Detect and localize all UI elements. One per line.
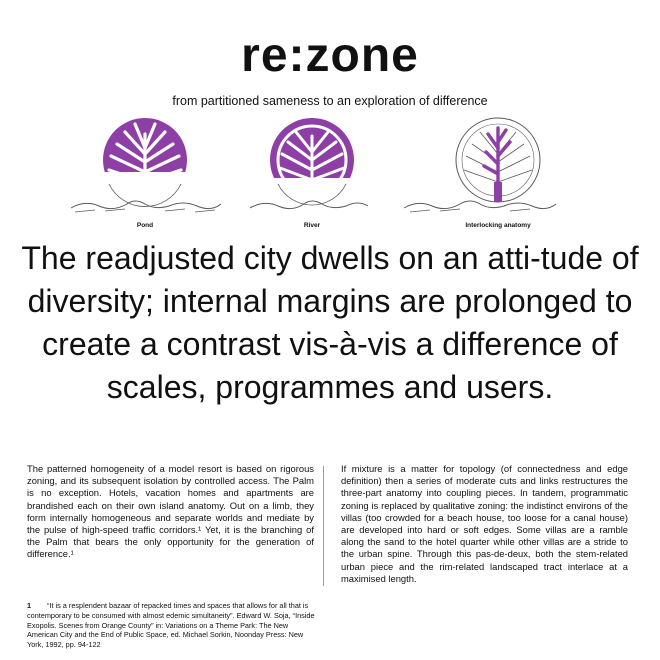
figure-caption: Pond: [136, 222, 154, 229]
page-title: re:zone: [241, 29, 419, 82]
figure-pond: [65, 112, 225, 232]
palm-island-plan-interlocking-icon: [398, 112, 558, 222]
figure-caption: Interlocking anatomy: [465, 222, 531, 229]
palm-island-plan-river-icon: [250, 112, 410, 222]
figure-river: [250, 112, 410, 232]
figure-interlocking-anatomy: [398, 112, 558, 232]
footnote-number: 1: [27, 601, 32, 610]
page-subtitle: from partitioned sameness to an exploration of difference: [172, 94, 488, 108]
body-text-left: The patterned homogeneity of a model resort is based on rigorous zoning, and its subsequent isolation by controlled access. The Palm is no exception. Hotels, vacation homes and apartments are brandished each on their own island anatomy. Out on a limb, they form internally homogeneous and separate worlds and mediate by the pulse of high-speed traffic corridors.¹ Yet, it is the branching of the Palm that bears the only opportunity for the generation of difference.¹: [27, 463, 314, 560]
palm-island-plan-pond-icon: [65, 112, 225, 222]
footnote-text: “It is a resplendent bazaar of repacked times and spaces that allows for all that is contemporary to be consumed with almost edemic simultaneity”. Edward W. Soja, “Inside Exopolis. Scenes from Orange County” in: Variations on a Theme Park: The New American City and the End of Public Space, ed. Michael Sorkin, Noonday Press: New York, 1992, pp. 94-122: [27, 601, 315, 650]
footnote: [27, 601, 317, 650]
body-text-right: If mixture is a matter for topology (of connectedness and edge definition) then a series of moderate cuts and links restructures the three-part anatomy into coupling pieces. In tandem, programmatic zoning is replaced by qualitative zoning: the indistinct environs of the villas (too crowded for a beach house, too loose for a canal house) are developed into hard or soft edges. Some villas are a ramble along the sand to the hotel quarter while other villas are a stride to the urban spine. Through this pas-de-deux, both the stem-related urban piece and the rim-related landscaped tract interlace at a maximised length.: [341, 463, 628, 584]
headline: The readjusted city dwells on an atti-tude of diversity; internal margins are prolonged to create a contrast vis-à-vis a difference of scales, programmes and users.: [21, 240, 639, 405]
figure-caption: River: [303, 222, 321, 229]
column-divider: [323, 466, 324, 586]
